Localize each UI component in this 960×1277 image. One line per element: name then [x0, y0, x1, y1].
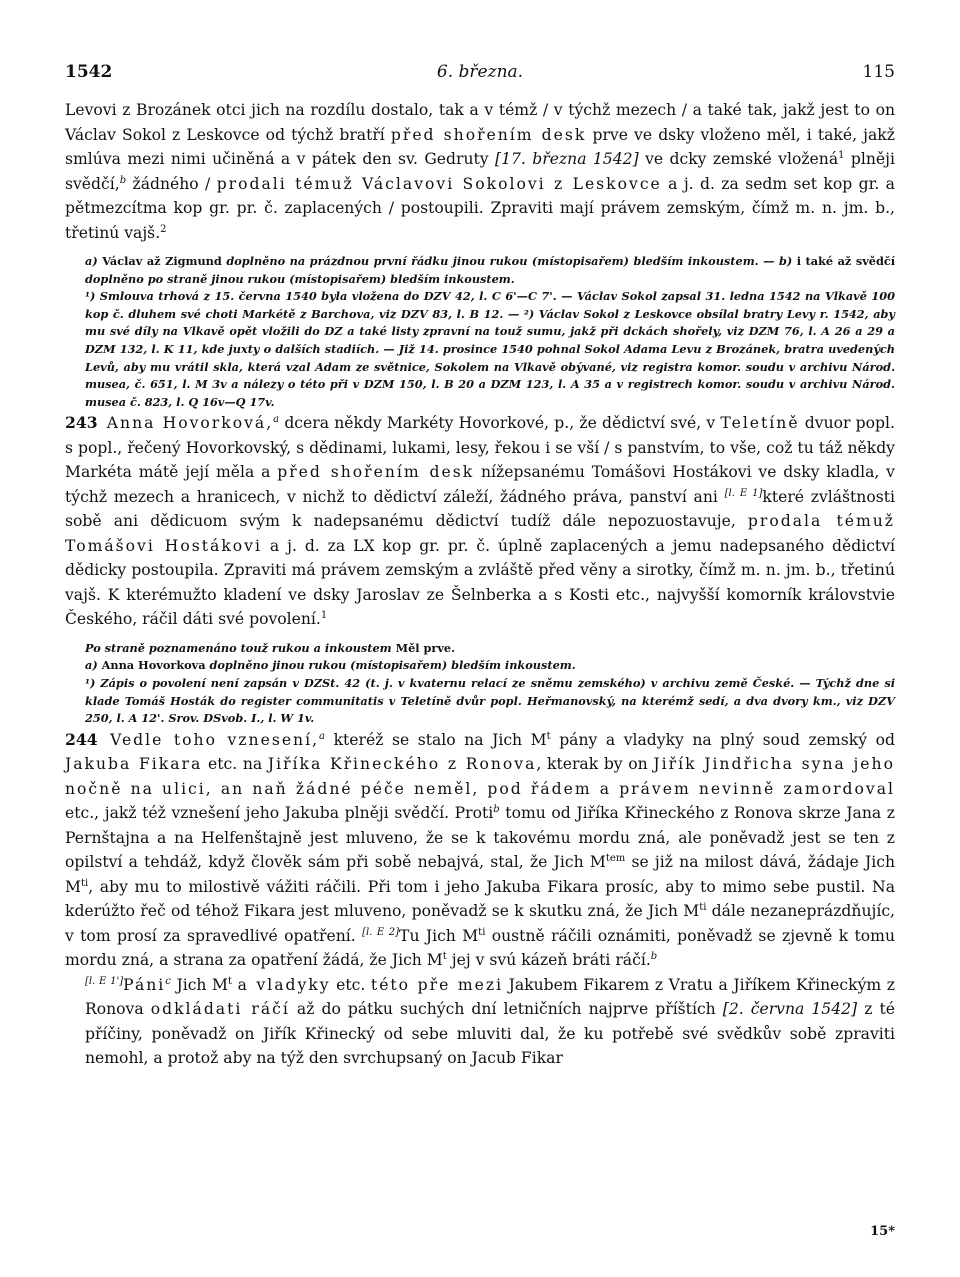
- footnotes-242: [65, 253, 895, 411]
- main-text: [65, 98, 895, 1071]
- paragraph-242-end: Levovi z Brozánek otci jich na rozdílu dostalo, tak a v témž / v týchž mezech / a také tak, jakž jest to on Václav Sokol z Leskovce od týchž bratří před shořením desk prve ve dsky vloženo měl, i také, jakž smlúva mezi nimi učiněná a v pátek den sv. Gedruty [17. března 1542] ve dcky zemské vložená$^1$ plněji svědčí,$^b$ žádného / prodali témuž Václavovi Sokolovi z Leskovce a j. d. za sedm set kop gr. a pětmezcítma kop gr. pr. č. zaplacených / postoupili. Zpraviti mají právem zemským, čímž m. n. jm. b., třetinú vajš.$^2$: [65, 101, 895, 242]
- entry-244: 244 Vedle toho vznesení,$^a$ kteréž se stalo na Jich $M^t$ pány a vladyky na plný soud zemský od Jakuba Fikara etc. na Jiříka Křineckého z Ronova, kterak by on Jiřík Jindřicha syna jeho nočně na ulici, an naň žádné péče neměl, pod řádem a právem nevinně zamordoval etc., jakž též vznešení jeho Jakuba plněji svědčí. Proti$^b$ tomu od Jiříka Křineckého z Ronova skrze Jana z Pernštajna a na Helfenštajně jest mluveno, že se k takovému mordu zná, ale poněvadž jest se ten z opilství a tehdáž, když člověk sám při sobě nebajvá, stal, že Jich $M^{tem}$ se již na milost dává, žádaje Jich $M^{ti}$, aby mu to milostivě vážiti ráčili. Při tom i jeho Jakuba Fikara prosíc, aby to mimo sebe pustil. Na kderúžto řeč od téhož Fikara jest mluveno, poněvadž se k skutku zná, že Jich $M^{ti}$ dále nezaneprázdňujíc, v tom prosí za spravedlivé opatření. [l. E 2]Tu Jich $M^{ti}$ oustně ráčili oznámiti, poněvadž se zjevně k tomu mordu zná, a strana za opatření žádá, že Jich $M^t$ jej v svú kázeň bráti ráčí.$^b$: [65, 729, 896, 970]
- running-header: [65, 62, 895, 98]
- footnotes-243: Po straně poznamenáno touž rukou a inkoustem Měl prve. a) Anna Hovorkova doplněno jinou rukou (místopisařem) bledším inkoustem. ¹) Zápis o povolení není zapsán v DZSt. 42 (t. j. v kvaternu relací ze sněmu zemského) v archivu země České. — Týchž dne si klade Tomáš Hosták do register communitatis v Teletíně dvůr popl. Heřmanovský, na kterémž sedí, a dva dvory km., viz DZV 250, l. A 12'. Srov. DSvob. I., l. W 1v.: [85, 640, 895, 726]
- entry-number: 243: [65, 413, 98, 433]
- entry-number: 244: [65, 729, 98, 749]
- entry-243: 243 Anna Hovorková,$^a$ dcera někdy Markéty Hovorkové, p., že dědictví své, v Teletíně dvuor popl. s popl., řečený Hovorkovský, s dědinami, lukami, lesy, řekou i se vší / s panstvím, to vše, což tu táž někdy Markéta mátě její měla a před shořením desk nížepsanému Tomášovi Hostákovi ve dsky kladla, v týchž mezech a hranicech, v nichž to dědictví záleží, žádného práva, panství ani [l. E 1]které zvláštnosti sobě ani dědicuom svým k nadepsanému dědictví tudíž dále nepozuostavuje, prodala témuž Tomášovi Hostákovi a j. d. za LX kop gr. pr. č. úplně zaplacených a jemu nadepsaného dědictví dědicky postoupila. Zpraviti má právem zemským a zvláště před věny a sirotky, čímž m. n. jm. b., třetinú vajš. K kterémužto kladení ve dsky Jaroslav ze Šelnberka a s Kosti etc., najvyšší komorník královstvie Českého, ráčil dáti své povolení.$^1$: [65, 413, 895, 629]
- header-year: 1542: [65, 62, 113, 82]
- entry-244-continued: [l. E 1']Páni$^c$ Jich $M^t$ a vladyky etc. této pře mezi Jakubem Fikarem z Vratu a Jiříkem Křineckým z Ronova odkládati ráčí až do pátku suchých dní letničních najprve příštích [2. června 1542] z té příčiny, poněvadž on Jiřík Křinecký od sebe mluviti dal, že ku potřebě své svědkův sobě zpraviti nemohl, a protož aby na týž den svrchupsaný on Jacub Fikar: [85, 975, 895, 1068]
- header-date: 6. března.: [436, 62, 524, 82]
- note-a-b: a) Václav až Zigmund doplněno na prázdnou první řádku jinou rukou (místopisařem) bledším inkoustem. — b) i také až svědčí doplněno po straně jinou rukou (místopisařem) bledším inkoustem.: [85, 254, 896, 286]
- page-number: 115: [862, 62, 895, 82]
- page: [65, 62, 896, 1239]
- signature-mark: 15*: [870, 1224, 895, 1239]
- note-1-2: ¹) Smlouva trhová z 15. června 1540 byla vložena do DZV 42, l. C 6'—C 7'. — Václav Sokol zapsal 31. ledna 1542 na Vlkavě 100 kop č. dluhem své choti Markétě z Barchova, viz DZV 83, l. B 12. — ²) Václav Sokol z Leskovce obsílal bratry Levy r. 1542, aby mu své díly na Vlkavě opět vložili do DZ a také listy zpravní na touž sumu, jakž při dckách shořely, viz DZM 76, l. A 26 a 29 a DZM 132, l. K 11, kde juxty o dalších stadiích. — Již 14. prosince 1540 pohnal Sokol Adama Levu z Brozánek, bratra uvedených Levů, aby mu vrátil skla, která vzal Adam ze světnice, Sokolem na Vlkavě obývané, viz registra komor. soudu v archivu Národ. musea, č. 651, l. M 3v a nálezy o této při v DZM 150, l. B 20 a DZM 123, l. A 35 a v registrech komor. soudu v archivu Národ. musea č. 823, l. Q 16v—Q 17v.: [85, 289, 895, 409]
